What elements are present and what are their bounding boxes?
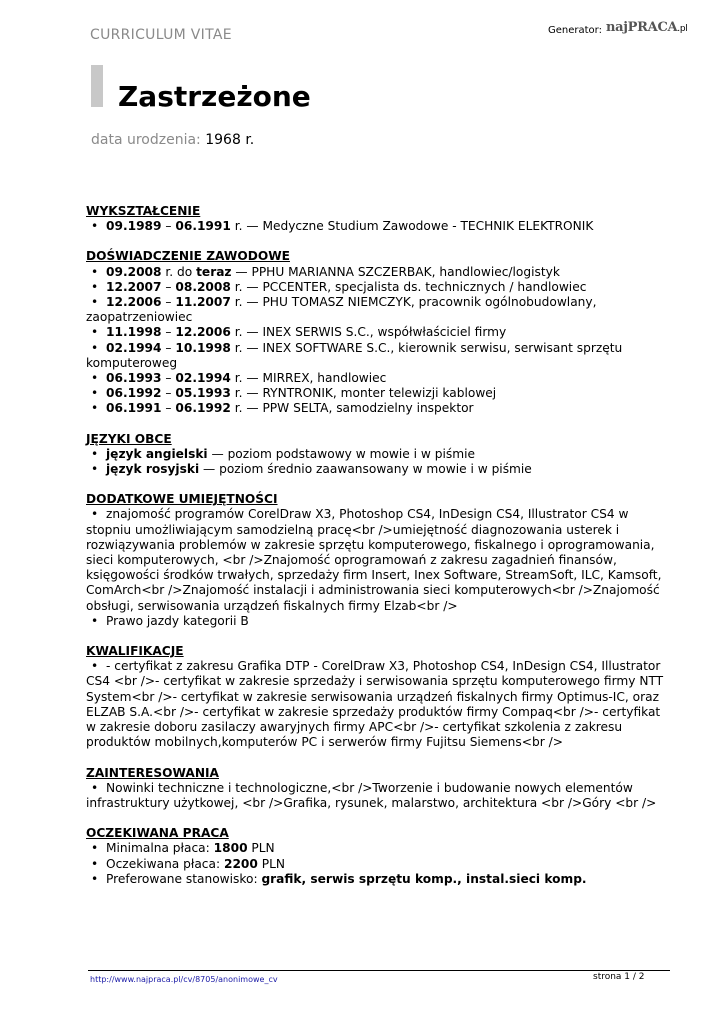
date-to: 06.1991 <box>175 219 231 234</box>
date-from: 06.1992 <box>106 386 162 401</box>
date-to: 02.1994 <box>175 371 231 386</box>
date-from: 06.1993 <box>106 371 162 386</box>
list-item: • 11.1998 – 12.2006 r. — INEX SERWIS S.C., współwłaściciel firmy <box>86 325 668 340</box>
date-from: 02.1994 <box>106 340 162 355</box>
entry-text: INEX SERWIS S.C., współwłaściciel firmy <box>262 325 507 340</box>
job-label: Preferowane stanowisko: <box>106 871 262 886</box>
date-from: 11.1998 <box>106 325 162 340</box>
section-skills <box>86 492 668 629</box>
expected-job-list <box>86 841 668 887</box>
section-heading: OCZEKIWANA PRACA <box>86 826 229 841</box>
section-heading: DOŚWIADCZENIE ZAWODOWE <box>86 249 290 264</box>
document-title: CURRICULUM VITAE <box>90 27 232 43</box>
section-qualifications <box>86 644 668 750</box>
job-unit: PLN <box>257 856 286 871</box>
section-heading: WYKSZTAŁCENIE <box>86 204 201 218</box>
language-name: język angielski <box>106 446 208 461</box>
entry-text: PPW SELTA, samodzielny inspektor <box>262 401 474 416</box>
najpraca-logo[interactable] <box>606 20 687 35</box>
person-name: Zastrzeżone <box>118 80 311 113</box>
list-item: • 09.1989 – 06.1991 r. — Medyczne Studium Zawodowe - TECHNIK ELEKTRONIK <box>86 219 668 234</box>
entry-text: MIRREX, handlowiec <box>262 371 387 386</box>
list-item: • język rosyjski — poziom średnio zaawansowany w mowie i w piśmie <box>86 462 668 477</box>
page-number: strona 1 / 2 <box>593 972 645 982</box>
entry-text: RYNTRONIK, monter telewizji kablowej <box>262 386 497 401</box>
date-from: 12.2006 <box>106 295 162 310</box>
list-item: • 09.2008 r. do teraz — PPHU MARIANNA SZCZERBAK, handlowiec/logistyk <box>86 265 668 280</box>
section-experience <box>86 249 668 416</box>
date-to: 06.1992 <box>175 401 231 416</box>
section-heading: DODATKOWE UMIEJĘTNOŚCI <box>86 492 278 507</box>
language-level: poziom średnio zaawansowany w mowie i w piśmie <box>219 462 532 477</box>
list-item: • Nowinki techniczne i technologiczne,<br />Tworzenie i budowanie nowych elementów infrastruktury użytkowej, <br />Grafika, rysunek, malarstwo, architektura <br />Góry <br /> <box>86 781 668 811</box>
skills-list <box>86 507 668 629</box>
interests-list <box>86 781 668 811</box>
list-item: • 06.1991 – 06.1992 r. — PPW SELTA, samodzielny inspektor <box>86 401 668 416</box>
date-from: 09.1989 <box>106 219 162 234</box>
date-from: 06.1991 <box>106 401 162 416</box>
languages-list <box>86 447 668 477</box>
section-heading: KWALIFIKACJE <box>86 644 184 659</box>
list-item: • 06.1992 – 05.1993 r. — RYNTRONIK, monter telewizji kablowej <box>86 386 668 401</box>
date-to: 12.2006 <box>175 325 231 340</box>
entry-text: PCCENTER, specjalista ds. technicznych / handlowiec <box>262 279 587 294</box>
list-item: • znajomość programów CorelDraw X3, Photoshop CS4, InDesign CS4, Illustrator CS4 w stopniu umożliwiającym samodzielną pracę<br />umiejętność diagnozowania usterek i rozwiązywania problemów w zakresie sprzętu komputerowego, fiskalnego i oprogramowania, sieci komputerowych, <br />Znajomość oprogramowań z zakresu zagadnień finansów, księgowości środków trwałych, sprzedaży firm Insert, Inex Software, StreamSoft, ILC, Kamsoft, ComArch<br />Znajomość instalacji i administrowania sieci komputerowych<br />Znajomość obsługi, serwisowania urządzeń fiskalnych firmy Elzab<br /> <box>86 507 668 613</box>
list-item <box>86 857 668 872</box>
language-level: poziom podstawowy w mowie i w piśmie <box>227 446 475 461</box>
section-heading: JĘZYKI OBCE <box>86 431 172 446</box>
list-item: • 06.1993 – 02.1994 r. — MIRREX, handlowiec <box>86 371 668 386</box>
date-to: 08.2008 <box>175 279 231 294</box>
job-value: grafik, serwis sprzętu komp., instal.sieci komp. <box>261 871 587 886</box>
section-languages <box>86 432 668 478</box>
section-expected-job <box>86 826 668 887</box>
dob-label: data urodzenia: <box>91 132 201 148</box>
name-accent-bar <box>91 65 103 107</box>
entry-text: INEX SOFTWARE S.C., kierownik serwisu, serwisant sprzętu komputeroweg <box>86 340 623 370</box>
date-to: 10.1998 <box>175 340 231 355</box>
job-value: 2200 <box>223 856 258 871</box>
entry-text: Medyczne Studium Zawodowe - TECHNIK ELEKTRONIK <box>262 219 594 234</box>
date-to: 05.1993 <box>175 386 231 401</box>
job-value: 1800 <box>213 841 248 856</box>
dob-value: 1968 r. <box>205 132 255 148</box>
list-item: • język angielski — poziom podstawowy w mowie i w piśmie <box>86 447 668 462</box>
date-to: 11.2007 <box>175 295 231 310</box>
job-unit: PLN <box>247 841 275 856</box>
education-list <box>86 219 668 234</box>
generator-label: Generator: <box>548 25 602 36</box>
logo-suffix: .pl <box>677 24 688 34</box>
qualifications-list <box>86 659 668 750</box>
job-label: Oczekiwana płaca: <box>106 856 224 871</box>
job-label: Minimalna płaca: <box>106 841 214 856</box>
list-item: • 12.2007 – 08.2008 r. — PCCENTER, specjalista ds. technicznych / handlowiec <box>86 280 668 295</box>
footer-divider <box>88 970 670 971</box>
language-name: język rosyjski <box>106 462 200 477</box>
cv-content <box>86 204 668 902</box>
date-to: teraz <box>196 264 232 279</box>
date-from: 09.2008 <box>106 264 162 279</box>
entry-text: PHU TOMASZ NIEMCZYK, pracownik ogólnobudowlany, zaopatrzeniowiec <box>86 295 597 325</box>
footer-url-link[interactable]: http://www.najpraca.pl/cv/8705/anonimowe_cv <box>90 975 278 984</box>
list-item: • 02.1994 – 10.1998 r. — INEX SOFTWARE S.C., kierownik serwisu, serwisant sprzętu komputeroweg <box>86 341 668 371</box>
date-from: 12.2007 <box>106 279 162 294</box>
experience-list <box>86 265 668 417</box>
list-item: • 12.2006 – 11.2007 r. — PHU TOMASZ NIEMCZYK, pracownik ogólnobudowlany, zaopatrzeniowiec <box>86 295 668 325</box>
section-heading: ZAINTERESOWANIA <box>86 765 219 780</box>
entry-text: PPHU MARIANNA SZCZERBAK, handlowiec/logistyk <box>251 264 560 279</box>
section-education <box>86 204 668 234</box>
logo-text: najPRACA <box>606 20 678 35</box>
list-item <box>86 841 668 856</box>
list-item: • Prawo jazdy kategorii B <box>86 614 668 629</box>
date-of-birth <box>91 132 254 148</box>
list-item <box>86 872 668 887</box>
section-interests <box>86 766 668 812</box>
list-item: • - certyfikat z zakresu Grafika DTP - CorelDraw X3, Photoshop CS4, InDesign CS4, Illustrator CS4 <br />- certyfikat w zakresie sprzedaży i serwisowania sprzętu komputerowego firmy NTT System<br />- certyfikat w zakresie serwisowania urządzeń fiskalnych firmy Optimus-IC, oraz ELZAB S.A.<br />- certyfikat w zakresie sprzedaży produktów firmy Compaq<br />- certyfikat w zakresie doboru zasilaczy awaryjnych firmy APC<br />- certyfikat szkolenia z zakresu produktów mobilnych,komputerów PC i serwerów firmy Fujitsu Siemens<br /> <box>86 659 668 750</box>
